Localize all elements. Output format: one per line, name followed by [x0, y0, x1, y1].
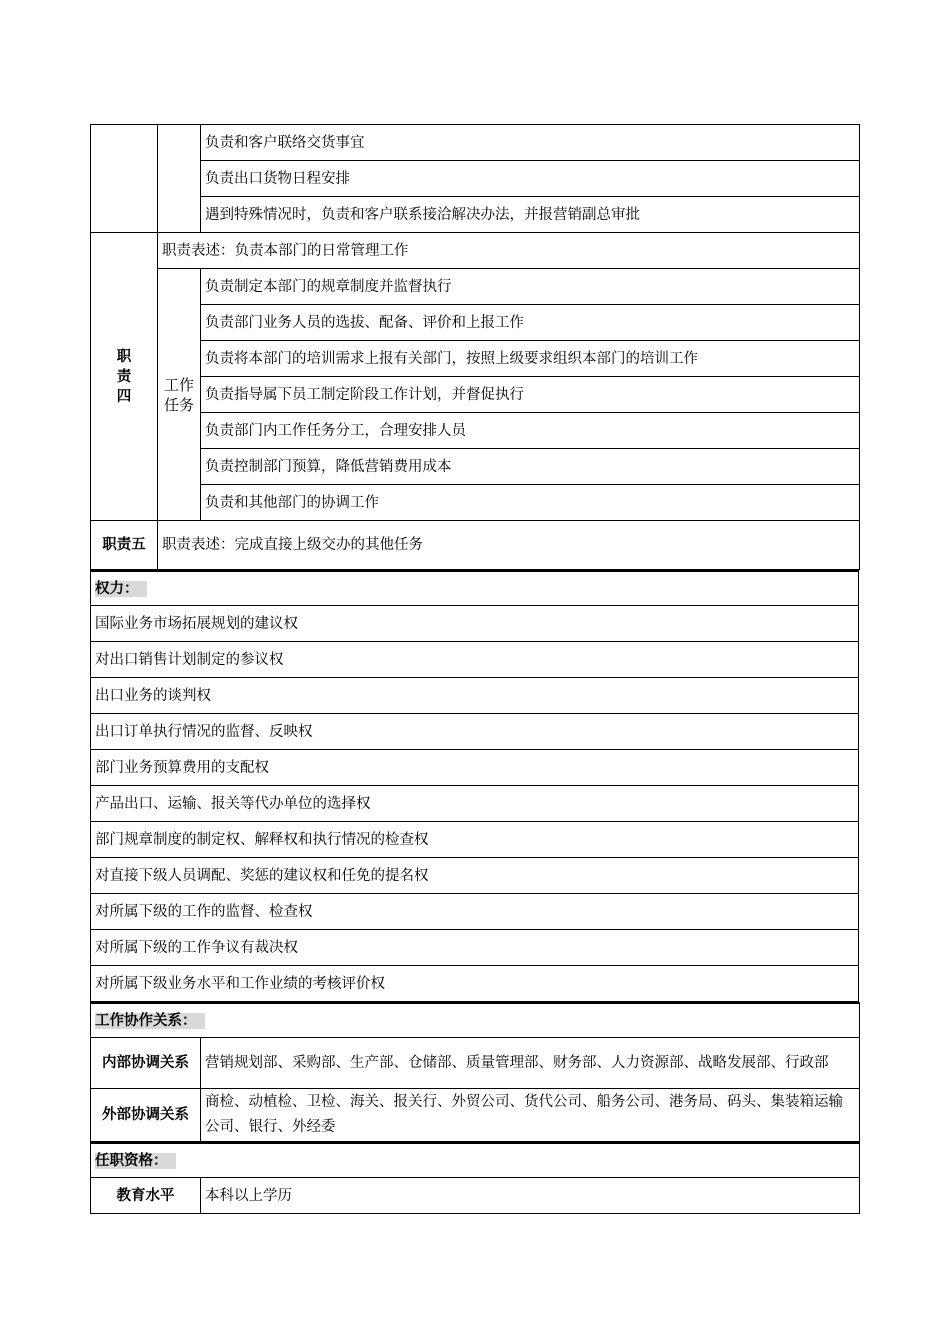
education-label: 教育水平	[91, 1178, 201, 1214]
relations-table	[90, 1002, 860, 1142]
task-label-line: 工作	[163, 375, 194, 394]
table-row	[91, 341, 860, 377]
power-item: 对直接下级人员调配、奖惩的建议权和任免的提名权	[91, 858, 859, 894]
task-item: 负责指导属下员工制定阶段工作计划，并督促执行	[201, 377, 860, 413]
task-item: 遇到特殊情况时，负责和客户联系接洽解决办法，并报营销副总审批	[201, 197, 860, 233]
relations-header-text: 工作协作关系：	[95, 1013, 205, 1029]
task-item: 负责和客户联络交货事宜	[201, 125, 860, 161]
power-item: 对所属下级业务水平和工作业绩的考核评价权	[91, 966, 859, 1002]
task-item: 负责部门业务人员的选拔、配备、评价和上报工作	[201, 305, 860, 341]
relations-header	[91, 1003, 860, 1038]
task-item: 负责将本部门的培训需求上报有关部门，按照上级要求组织本部门的培训工作	[201, 341, 860, 377]
table-row	[91, 413, 860, 449]
table-row	[91, 485, 860, 521]
qualifications-header	[91, 1143, 860, 1178]
table-row	[91, 377, 860, 413]
table-row	[91, 269, 860, 305]
power-item: 产品出口、运输、报关等代办单位的选择权	[91, 786, 859, 822]
duties-table	[90, 124, 860, 570]
power-item: 对所属下级的工作的监督、检查权	[91, 894, 859, 930]
power-item: 部门规章制度的制定权、解释权和执行情况的检查权	[91, 822, 859, 858]
external-relations-value: 商检、动植检、卫检、海关、报关行、外贸公司、货代公司、船务公司、港务局、码头、集装箱运输公司、银行、外经委	[201, 1089, 860, 1142]
table-row	[91, 305, 860, 341]
table-row	[91, 449, 860, 485]
powers-header-text: 权力：	[95, 581, 147, 597]
table-row	[91, 125, 860, 161]
table-row	[91, 233, 860, 269]
job-description-document	[90, 124, 859, 1214]
duty5-label: 职责五	[91, 521, 158, 570]
duty-continued-label-cell	[91, 125, 158, 233]
task-item: 负责制定本部门的规章制度并监督执行	[201, 269, 860, 305]
power-item: 对出口销售计划制定的参议权	[91, 642, 859, 678]
internal-relations-label: 内部协调关系	[91, 1038, 201, 1089]
power-item: 国际业务市场拓展规划的建议权	[91, 606, 859, 642]
duty5-statement: 职责表述：完成直接上级交办的其他任务	[158, 521, 860, 570]
power-item: 对所属下级的工作争议有裁决权	[91, 930, 859, 966]
external-relations-label: 外部协调关系	[91, 1089, 201, 1142]
task-item: 负责和其他部门的协调工作	[201, 485, 860, 521]
power-item: 部门业务预算费用的支配权	[91, 750, 859, 786]
task-item: 负责出口货物日程安排	[201, 161, 860, 197]
education-value: 本科以上学历	[201, 1178, 860, 1214]
power-item: 出口订单执行情况的监督、反映权	[91, 714, 859, 750]
internal-relations-value: 营销规划部、采购部、生产部、仓储部、质量管理部、财务部、人力资源部、战略发展部、行政部	[201, 1038, 860, 1089]
table-row	[91, 521, 860, 570]
powers-header	[91, 571, 859, 606]
task-item: 负责控制部门预算，降低营销费用成本	[201, 449, 860, 485]
duty4-statement: 职责表述：负责本部门的日常管理工作	[158, 233, 860, 269]
table-row	[91, 161, 860, 197]
table-row	[91, 197, 860, 233]
powers-table	[90, 570, 859, 1002]
qualifications-table	[90, 1142, 860, 1214]
qualifications-header-text: 任职资格：	[95, 1153, 176, 1169]
duty4-label	[91, 233, 158, 521]
task-label-line: 任务	[163, 395, 194, 414]
duty-continued-task-label-cell	[158, 125, 201, 233]
power-item: 出口业务的谈判权	[91, 678, 859, 714]
duty4-label-char: 责	[116, 368, 132, 385]
duty4-task-label	[158, 269, 201, 521]
task-item: 负责部门内工作任务分工，合理安排人员	[201, 413, 860, 449]
duty4-label-char: 职	[116, 348, 132, 365]
duty4-label-char: 四	[116, 388, 132, 405]
